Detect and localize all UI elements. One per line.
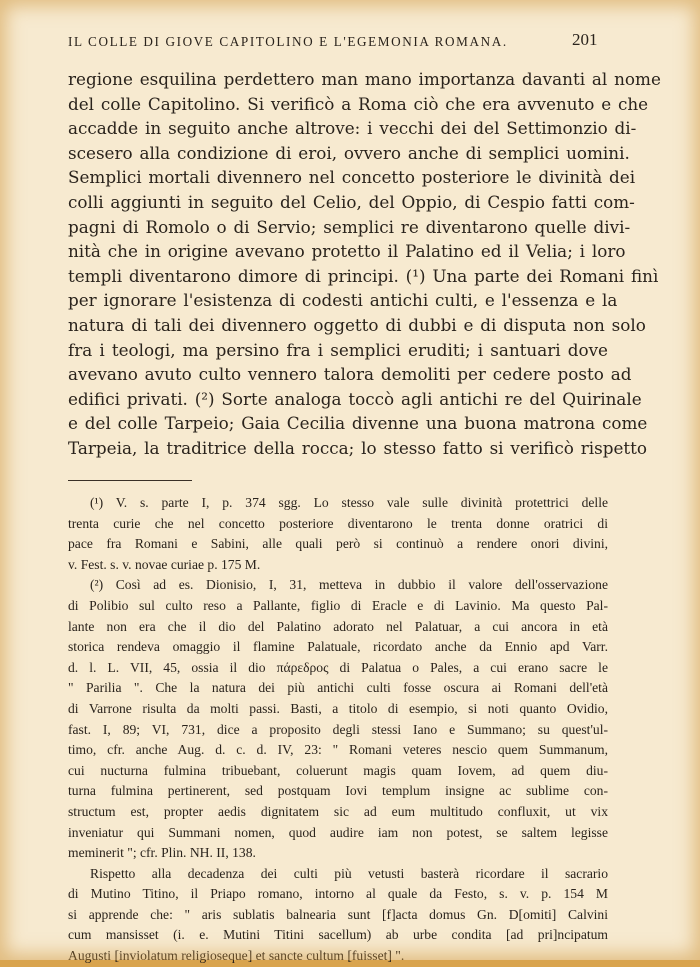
footnote-line: inveniatur qui Summani nomen, quod audire iam non potest, se saltem legisse xyxy=(68,824,608,840)
footnote-line: (¹) V. s. parte I, p. 374 sgg. Lo stesso vale sulle divinità protettrici delle xyxy=(90,495,608,510)
footnote-line: lante non era che il dio del Palatino adorato nel Palatuar, a cui ancora in età xyxy=(68,618,608,634)
footnote-line: fast. I, 89; VI, 731, dice a proposito degli stessi Iano e Summano; su quest'ul- xyxy=(68,721,608,737)
footnote-line: di Mutino Titino, il Priapo romano, intorno al quale da Festo, s. v. p. 154 M xyxy=(68,886,608,902)
text-line: accadde in seguito anche altrove: i vecchi dei del Settimonzio di- xyxy=(68,118,637,139)
footnote-line: di Varrone risulta da molti passi. Basti, a titolo di esempio, si noti quanto Ovidio, xyxy=(68,700,608,716)
running-title: IL COLLE DI GIOVE CAPITOLINO E L'EGEMONIA ROMANA. xyxy=(68,34,508,49)
footnote-line: si apprende che: " aris sublatis balnearia sunt [f]acta domus Gn. D[omiti] Calvini xyxy=(68,906,608,922)
footnote-line: trenta curie che nel concetto posteriore diventarono le trenta donne oratrici di xyxy=(68,515,608,531)
text-line: Semplici mortali divennero nel concetto posteriore le divinità dei xyxy=(68,167,636,188)
text-line: natura di tali dei divennero oggetto di dubbi e di disputa non solo xyxy=(68,314,646,335)
footnote-line: timo, cfr. anche Aug. d. c. d. IV, 23: " Romani veteres nescio quem Summanum, xyxy=(68,742,608,758)
footnote-line: (²) Così ad es. Dionisio, I, 31, metteva in dubbio il valore dell'osservazione xyxy=(90,577,608,593)
footnote-line: meminerit "; cfr. Plin. NH. II, 138. xyxy=(68,845,256,861)
footnote-line: Augusti [inviolatum religioseque] et sancte cultum [fuisset] ". xyxy=(68,948,405,964)
text-line: e del colle Tarpeio; Gaia Cecilia divenne una buona matrona come xyxy=(68,413,648,434)
text-line: del colle Capitolino. Si verificò a Roma ciò che era avvenuto e che xyxy=(68,93,649,114)
main-text xyxy=(68,67,661,461)
text-line: per ignorare l'esistenza di codesti antichi culti, e l'essenza e la xyxy=(68,290,618,311)
footnote-line: structum est, propter aedis dignitatem sic ad eum multitudo confluxit, ut vix xyxy=(68,803,608,819)
footnote-line: " Parilia ". Che la natura dei più antichi culti fosse oscura ai Romani dell'età xyxy=(68,680,608,696)
footnote-rule xyxy=(68,480,192,481)
footnote-line: di Polibio sul culto reso a Pallante, figlio di Eracle e di Lavinio. Ma questo Pal- xyxy=(68,597,608,613)
text-line: edifici privati. (²) Sorte analoga toccò agli antichi re del Quirinale xyxy=(68,388,642,409)
footnote-line: v. Fest. s. v. novae curiae p. 175 M. xyxy=(68,556,261,572)
footnote-line: d. l. L. VII, 45, ossia il dio πάρεδρος di Palatua o Pales, a cui erano sacre le xyxy=(68,659,608,675)
text-line: Tarpeia, la traditrice della rocca; lo stesso fatto si verificò rispetto xyxy=(68,437,647,458)
text-line: nità che in origine avevano protetto il Palatino ed il Velia; i loro xyxy=(68,241,626,262)
footnote-line: cui nucturna fulmina tribuebant, coluerunt magis quam Iovem, ad quem diu- xyxy=(68,762,608,778)
text-line: pagni di Romolo o di Servio; semplici re diventarono quelle divi- xyxy=(68,216,631,237)
footnote-line: turna fulmina pertinerent, sed postquam Iovi templum insigne ac sublime con- xyxy=(68,783,608,799)
text-line: avevano avuto culto vennero talora demoliti per cedere posto ad xyxy=(68,364,632,385)
footnote-line: storica rendeva omaggio il flamine Palatuale, ricordato anche da Ennio apd Varr. xyxy=(68,639,608,655)
page-number: 201 xyxy=(572,30,598,49)
text-line: colli aggiunti in seguito del Celio, del Oppio, di Cespio fatti com- xyxy=(68,191,635,212)
text-line: templi diventarono dimore di principi. (¹) Una parte dei Romani finì xyxy=(68,265,659,286)
footnote-line: pace fra Romani e Sabini, alle quali però si continuò a rendere onori divini, xyxy=(68,536,608,552)
footnote-line: Rispetto alla decadenza dei culti più vetusti basterà ricordare il sacrario xyxy=(90,865,608,881)
footnote-line: cum mansisset (i. e. Mutini Titini sacellum) ab urbe condita [ad pri]ncipatum xyxy=(68,927,608,943)
text-line: scesero alla condizione di eroi, ovvero anche di semplici uomini. xyxy=(68,142,630,163)
footnotes xyxy=(68,493,608,967)
text-line: regione esquilina perdettero man mano importanza davanti al nome xyxy=(68,69,661,89)
text-line: fra i teologi, ma persino fra i semplici eruditi; i santuari dove xyxy=(68,339,608,360)
